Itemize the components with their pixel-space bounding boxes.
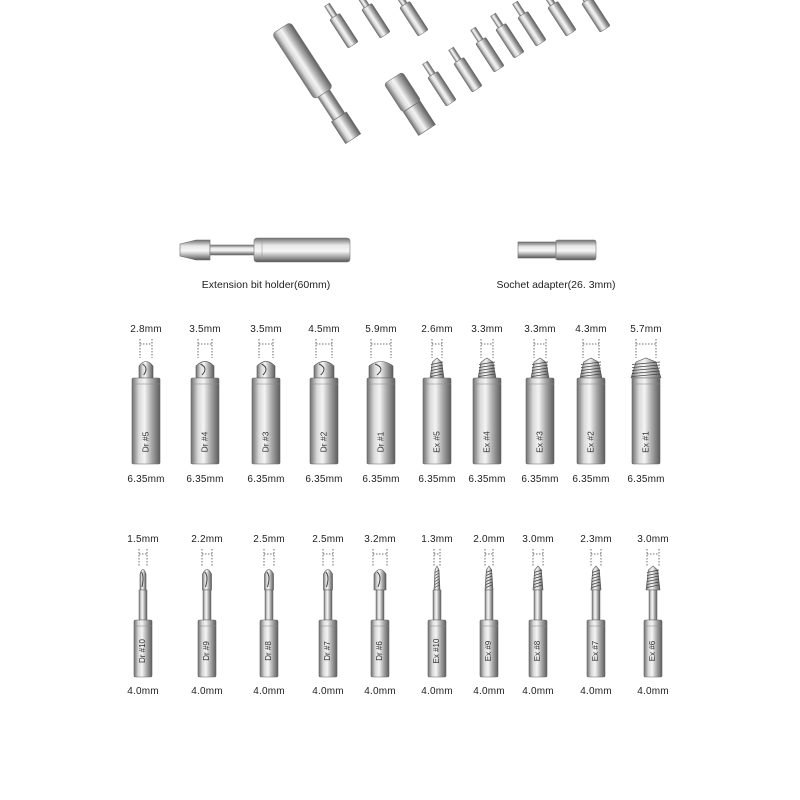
extension-bit-holder-image — [180, 238, 350, 262]
row2-bit-7 — [480, 549, 498, 677]
row1-tip-size-label: 4.5mm — [308, 324, 340, 335]
row1-tip-size-label: 2.8mm — [130, 324, 162, 335]
row2-tip-size-label: 2.0mm — [473, 534, 505, 545]
row1-tip-size-label: 2.6mm — [421, 324, 453, 335]
row2-bit-engraving: Ex #8 — [533, 640, 543, 662]
row2-bit-engraving: Dr #6 — [375, 641, 385, 661]
row2-shank-size-label: 4.0mm — [421, 686, 453, 697]
top-bit-image — [322, 1, 358, 48]
row1-bit-engraving: Ex #2 — [585, 431, 596, 453]
row1-bit-1 — [132, 339, 160, 464]
row2-bit-engraving: Ex #7 — [591, 640, 601, 662]
row1-bit-8 — [526, 339, 554, 464]
row1-tip-size-label: 3.5mm — [189, 324, 221, 335]
row1-shank-size-label: 6.35mm — [247, 474, 285, 485]
row1-bit-engraving: Dr #1 — [375, 431, 386, 453]
row2-tip-size-label: 3.2mm — [364, 534, 396, 545]
row2-shank-size-label: 4.0mm — [364, 686, 396, 697]
row2-bit-1 — [134, 549, 152, 677]
extension-holder-caption: Extension bit holder(60mm) — [201, 279, 331, 291]
row1-shank-size-label: 6.35mm — [521, 474, 559, 485]
row1-shank-size-label: 6.35mm — [127, 474, 165, 485]
row1-bit-engraving: Dr #3 — [260, 431, 271, 453]
row2-bit-engraving: Dr #7 — [323, 641, 333, 661]
row2-shank-size-label: 4.0mm — [473, 686, 505, 697]
row1-bit-5 — [367, 339, 395, 464]
row1-tip-size-label: 3.5mm — [250, 324, 282, 335]
row1-shank-size-label: 6.35mm — [418, 474, 456, 485]
row1-bit-7 — [473, 339, 501, 464]
row2-bit-engraving: Dr #10 — [138, 638, 148, 664]
row2-shank-size-label: 4.0mm — [253, 686, 285, 697]
row1-tip-size-label: 3.3mm — [524, 324, 556, 335]
row1-bit-engraving: Ex #4 — [481, 431, 492, 453]
row1-bit-9 — [577, 339, 605, 464]
socket-adapter-caption: Sochet adapter(26. 3mm) — [496, 279, 616, 291]
row1-tip-size-label: 5.9mm — [365, 324, 397, 335]
row1-shank-size-label: 6.35mm — [362, 474, 400, 485]
row2-bit-engraving: Ex #6 — [648, 640, 658, 662]
top-bit-image — [446, 45, 482, 92]
row2-tip-size-label: 2.5mm — [253, 534, 285, 545]
row1-bit-engraving: Ex #3 — [534, 431, 545, 453]
row1-shank-size-label: 6.35mm — [572, 474, 610, 485]
row2-bit-6 — [428, 549, 446, 677]
row1-tip-size-label: 5.7mm — [630, 324, 662, 335]
row1-bit-2 — [191, 339, 219, 464]
top-bit-image — [420, 59, 456, 106]
top-bit-image — [392, 0, 428, 36]
row2-bit-10 — [644, 549, 662, 677]
row2-bits — [134, 549, 662, 677]
row2-shank-size-label: 4.0mm — [312, 686, 344, 697]
row2-shank-size-label: 4.0mm — [522, 686, 554, 697]
row2-bit-4 — [319, 549, 337, 677]
row1-bit-engraving: Ex #5 — [431, 431, 442, 453]
row2-tip-size-label: 2.5mm — [312, 534, 344, 545]
row2-bit-engraving: Ex #10 — [432, 638, 442, 664]
row2-shank-size-label: 4.0mm — [637, 686, 669, 697]
row2-shank-size-label: 4.0mm — [191, 686, 223, 697]
row1-shank-size-label: 6.35mm — [305, 474, 343, 485]
row2-tip-size-label: 2.2mm — [191, 534, 223, 545]
row1-tip-size-label: 4.3mm — [575, 324, 607, 335]
top-bit-image — [574, 0, 610, 32]
row2-shank-size-label: 4.0mm — [580, 686, 612, 697]
row1-bits — [132, 339, 661, 464]
row1-bit-6 — [423, 339, 451, 464]
row1-shank-size-label: 6.35mm — [627, 474, 665, 485]
row1-bit-10 — [631, 339, 661, 464]
row1-shank-size-label: 6.35mm — [186, 474, 224, 485]
row2-bit-engraving: Dr #9 — [202, 641, 212, 661]
row1-bit-engraving: Dr #4 — [199, 431, 210, 453]
row1-tip-size-label: 3.3mm — [471, 324, 503, 335]
row1-shank-size-label: 6.35mm — [468, 474, 506, 485]
row1-bit-engraving: Dr #5 — [140, 431, 151, 453]
row2-tip-size-label: 1.5mm — [127, 534, 159, 545]
socket-adapter-image — [518, 240, 596, 260]
row1-bit-4 — [310, 339, 338, 464]
row2-tip-size-label: 3.0mm — [637, 534, 669, 545]
row2-bit-2 — [198, 549, 216, 677]
row2-bit-engraving: Dr #8 — [264, 641, 274, 661]
row2-tip-size-label: 3.0mm — [522, 534, 554, 545]
row2-tip-size-label: 2.3mm — [580, 534, 612, 545]
top-photo-group — [272, 0, 610, 145]
top-bit-image — [540, 0, 576, 36]
top-bit-image — [354, 0, 390, 38]
top-socket-adapter-image — [384, 72, 436, 136]
row2-bit-engraving: Ex #9 — [484, 640, 494, 662]
row1-bit-engraving: Dr #2 — [318, 431, 329, 453]
row2-bit-3 — [260, 549, 278, 677]
row1-bit-engraving: Ex #1 — [640, 431, 651, 453]
row2-bit-9 — [587, 549, 605, 677]
row2-shank-size-label: 4.0mm — [127, 686, 159, 697]
row2-bit-8 — [529, 549, 547, 677]
row2-tip-size-label: 1.3mm — [421, 534, 453, 545]
row1-bit-3 — [252, 339, 280, 464]
row2-bit-5 — [371, 549, 389, 677]
